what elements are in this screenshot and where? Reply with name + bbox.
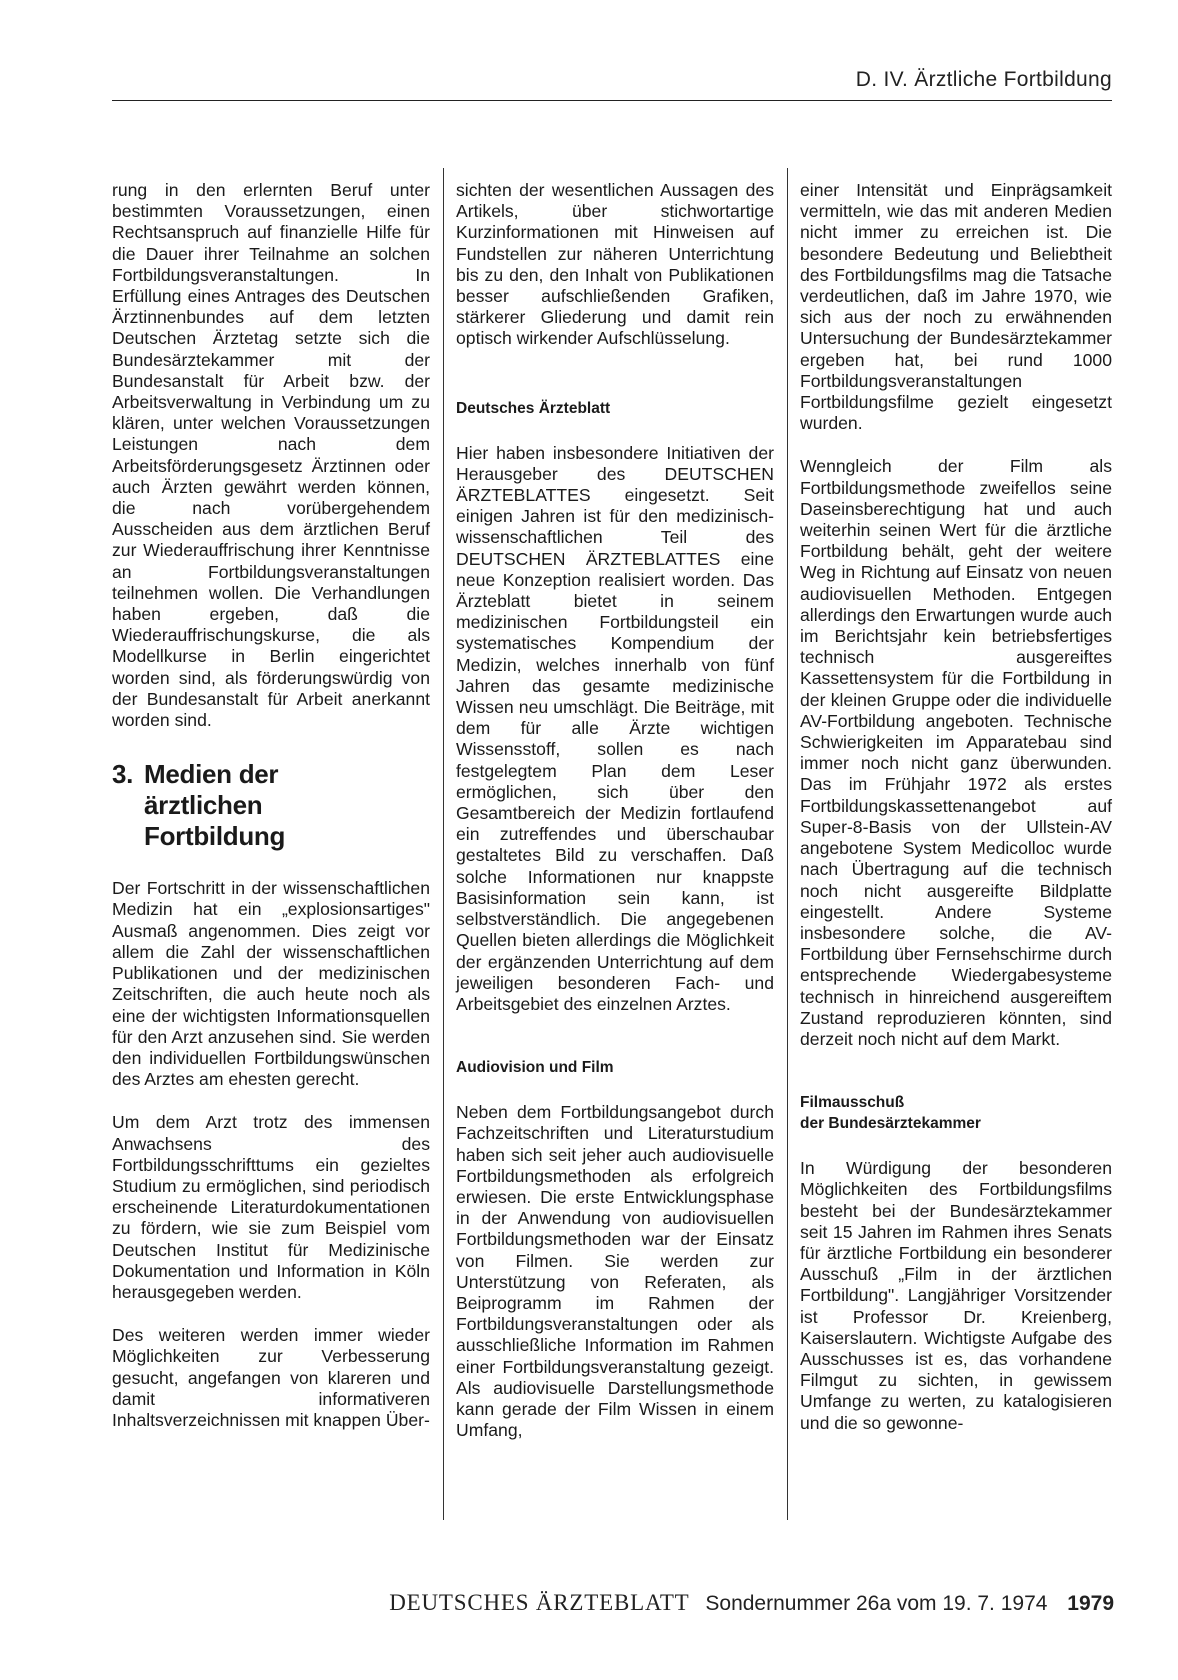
column-1 <box>112 180 430 1453</box>
subheading-aerzteblatt: Deutsches Ärzteblatt <box>456 399 611 417</box>
section-number: 3. <box>112 759 134 790</box>
body-paragraph: Neben dem Fortbildungsangebot durch Fachzeitschriften und Literaturstudium haben sich seit jeher auch audiovisuelle Fortbildungsmethoden als erfolgreich erwiesen. Die erste Entwicklungsphase in der Anwendung von audiovisuellen Fortbildungsmethoden war der Einsatz von Filmen. Sie werden zur Unterstützung von Referaten, als Beiprogramm im Rahmen der Fortbildungsveranstaltungen oder als ausschließliche Information im Rahmen einer Fortbildungsveranstaltung gezeigt. Als audiovisuelle Darstellungsmethode kann gerade der Film Wissen in einem Umfang, <box>456 1102 774 1441</box>
column-divider <box>443 168 444 1520</box>
page-number: 1979 <box>1067 1592 1114 1615</box>
subheading-filmausschuss <box>800 1092 1112 1134</box>
journal-name: DEUTSCHES ÄRZTEBLATT <box>389 1590 690 1615</box>
running-header <box>112 66 1112 101</box>
section-title: D. IV. Ärztliche Fortbildung <box>855 68 1112 91</box>
body-paragraph: Der Fortschritt in der wissenschaftlichen Medizin hat ein „explosionsartiges" Ausmaß angenommen. Dies zeigt vor allem die Zahl der wissenschaftlichen Publikationen und der medizinischen Zeitschriften, die auch heute noch als eine der wichtigsten Informationsquellen für den Arzt anzusehen sind. Sie werden den individuellen Fortbildungswünschen des Arztes am ehesten gerecht. <box>112 878 430 1090</box>
body-paragraph: Wenngleich der Film als Fortbildungsmethode zweifellos seine Daseinsberechtigung hat und auch weiterhin seinen Wert für die ärztliche Fortbildung behält, geht der weitere Weg in Richtung auf Einsatz von neuen audiovisuellen Methoden. Entgegen allerdings den Erwartungen wurde auch im Berichtsjahr kein betriebsfertiges technisch ausgereiftes Kassettensystem für die Fortbildung in der kleinen Gruppe oder die individuelle AV-Fortbildung angeboten. Technische Schwierigkeiten im Apparatebau sind immer noch nicht ganz überwunden. Das im Frühjahr 1972 als erstes Fortbildungskassettenangebot auf Super-8-Basis von der Ullstein-AV angebotene System Medicolloc wurde nach Übertragung auf die technisch noch nicht ausgereifte Bildplatte eingestellt. Andere Systeme insbesondere solche, die AV-Fortbildung über Fernsehschirme durch entsprechende Wiedergabesysteme technisch in hinreichend ausgereiftem Zustand reproduzieren könnten, sind derzeit noch nicht auf dem Markt. <box>800 456 1112 1049</box>
column-3 <box>800 180 1112 1456</box>
column-2 <box>456 180 774 1463</box>
subheading-line: Filmausschuß <box>800 1094 905 1112</box>
subheading-line: der Bundesärztekammer <box>800 1115 981 1133</box>
body-paragraph: sichten der wesentlichen Aussagen des Artikels, über stichwortartige Kurzinformationen mit Hinweisen auf Fundstellen zur näheren Unterrichtung bis zu den, den Inhalt von Publikationen besser aufschließenden Grafiken, stärkerer Gliederung und damit rein optisch wirkender Aufschlüsselung. <box>456 180 774 349</box>
body-paragraph: einer Intensität und Einprägsamkeit vermitteln, wie das mit anderen Medien nicht immer zu erreichen ist. Die besondere Bedeutung und Beliebtheit des Fortbildungsfilms mag die Tatsache verdeutlichen, daß im Jahre 1970, wie sich aus der noch zu erwähnenden Untersuchung der Bundesärztekammer ergeben hat, bei rund 1000 Fortbildungsveranstaltungen Fortbildungsfilme gezielt eingesetzt wurden. <box>800 180 1112 434</box>
subheading-audiovision: Audiovision und Film <box>456 1059 614 1077</box>
body-paragraph: Des weiteren werden immer wieder Möglichkeiten zur Verbesserung gesucht, angefangen von klareren und damit informativeren Inhaltsverzeichnissen mit knappen Über- <box>112 1325 430 1430</box>
body-paragraph: In Würdigung der besonderen Möglichkeiten des Fortbildungsfilms besteht bei der Bundesärztekammer seit 15 Jahren im Rahmen ihres Senats für ärztliche Fortbildung ein besonderer Ausschuß „Film in der ärztlichen Fortbildung". Langjähriger Vorsitzender ist Professor Dr. Kreienberg, Kaiserslautern. Wichtigste Aufgabe des Ausschusses ist es, das vorhandene Filmgut zu sichten, in gewissem Umfange zu werten, zu katalogisieren und die so gewonne- <box>800 1158 1112 1433</box>
body-paragraph: Um dem Arzt trotz des immensen Anwachsens des Fortbildungsschrifttums ein gezieltes Studium zu ermöglichen, sind periodisch erscheinende Literaturdokumentationen zu fördern, wie sie zum Beispiel vom Deutschen Institut für Medizinische Dokumentation und Information in Köln herausgegeben werden. <box>112 1112 430 1302</box>
section-heading-line: Medien der <box>144 759 279 790</box>
section-heading <box>112 759 430 852</box>
column-divider <box>787 168 788 1520</box>
section-heading-line: ärztlichen <box>144 790 263 821</box>
body-paragraph: rung in den erlernten Beruf unter bestimmten Voraussetzungen, einen Rechtsanspruch auf finanzielle Hilfe für die Dauer ihrer Teilnahme an solchen Fortbildungsveranstaltungen. In Erfüllung eines Antrages des Deutschen Ärztinnenbundes auf dem letzten Deutschen Ärztetag setzte sich die Bundesärztekammer mit der Bundesanstalt für Arbeit bzw. der Arbeitsverwaltung in Verbindung um zu klären, unter welchen Voraussetzungen Leistungen nach dem Arbeitsförderungsgesetz Ärztinnen oder auch Ärzten gewährt werden können, die nach vorübergehendem Ausscheiden aus dem ärztlichen Beruf zur Wiederauffrischung ihrer Kenntnisse an Fortbildungsveranstaltungen teilnehmen wollen. Die Verhandlungen haben ergeben, daß die Wiederauffrischungskurse, die als Modellkurse in Berlin eingerichtet worden sind, als förderungswürdig von der Bundesanstalt für Arbeit anerkannt worden sind. <box>112 180 430 731</box>
section-heading-line: Fortbildung <box>144 821 286 852</box>
page-footer <box>389 1590 1114 1616</box>
issue-info: Sondernummer 26a vom 19. 7. 1974 <box>705 1592 1048 1615</box>
body-paragraph: Hier haben insbesondere Initiativen der Herausgeber des DEUTSCHEN ÄRZTEBLATTES eingesetzt. Seit einigen Jahren ist für den medizinisch-wissenschaftlichen Teil des DEUTSCHEN ÄRZTEBLATTES eine neue Konzeption realisiert worden. Das Ärzteblatt bietet in seinem medizinischen Fortbildungsteil ein systematisches Kompendium der Medizin, welches innerhalb von fünf Jahren das gesamte medizinische Wissen neu umschlägt. Die Beiträge, mit dem für alle Ärzte wichtigen Wissensstoff, sollen es nach festgelegtem Plan dem Leser ermöglichen, sich über den Gesamtbereich der Medizin fortlaufend ein zutreffendes und überschaubar gestaltetes Bild zu verschaffen. Daß solche Informationen nur knappste Basisinformation sein kann, ist selbstverständlich. Die angegebenen Quellen bieten allerdings die Möglichkeit der ergänzenden Unterrichtung auf dem jeweiligen besonderen Fach- und Arbeitsgebiet des einzelnen Arztes. <box>456 442 774 1014</box>
